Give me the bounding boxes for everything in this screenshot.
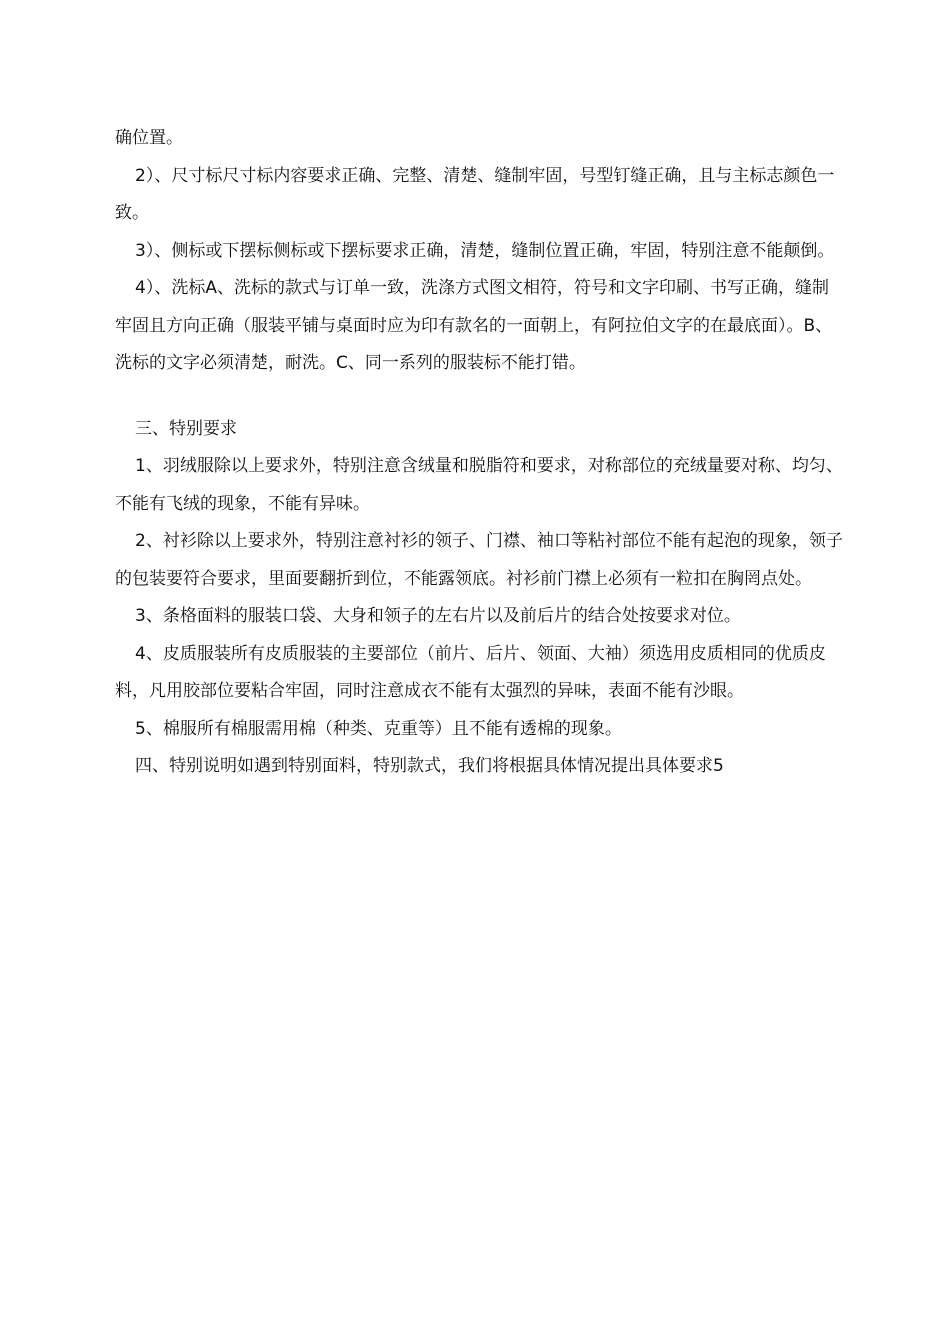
paragraph-wash-label: 4）、洗标A、洗标的款式与订单一致，洗涤方式图文相符，符号和文字印刷、书写正确，缝制牢固且方向正确（服装平铺与桌面时应为印有款名的一面朝上，有阿拉伯文字的在最底面）。B、洗标的文字必须清楚，耐洗。C、同一系列的服装标不能打错。	[115, 278, 833, 373]
list-item-leather: 4、皮质服装所有皮质服装的主要部位（前片、后片、领面、大袖）须选用皮质相同的优质皮料，凡用胶部位要粘合牢固，同时注意成衣不能有太强烈的异味，表面不能有沙眼。	[115, 643, 826, 701]
section-special-note: 四、特别说明如遇到特别面料，特别款式，我们将根据具体情况提出具体要求5	[135, 756, 724, 776]
paragraph-continuation: 确位置。	[115, 128, 183, 148]
section-heading: 三、特别要求	[135, 418, 237, 439]
section-gap	[115, 383, 845, 411]
list-item-plaid-fabric: 3、条格面料的服装口袋、大身和领子的左右片以及前后片的结合处按要求对位。	[135, 606, 741, 626]
document-body	[115, 120, 845, 786]
paragraph-size-label: 2）、尺寸标尺寸标内容要求正确、完整、清楚、缝制牢固，号型钉缝正确，且与主标志颜色一致。	[115, 165, 835, 223]
list-item-shirt: 2、衬衫除以上要求外，特别注意衬衫的领子、门襟、袖口等粘衬部位不能有起泡的现象，领子的包装要符合要求，里面要翻折到位，不能露领底。衬衫前门襟上必须有一粒扣在胸罔点处。	[115, 531, 843, 589]
paragraph-side-label: 3）、侧标或下摆标侧标或下摆标要求正确，清楚，缝制位置正确，牢固，特别注意不能颠倒。	[135, 240, 835, 261]
list-item-cotton-padded: 5、棉服所有棉服需用棉（种类、克重等）且不能有透棉的现象。	[135, 718, 622, 739]
list-item-down-jacket: 1、羽绒服除以上要求外，特别注意含绒量和脱脂符和要求，对称部位的充绒量要对称、均匀、不能有飞绒的现象，不能有异味。	[115, 456, 843, 514]
